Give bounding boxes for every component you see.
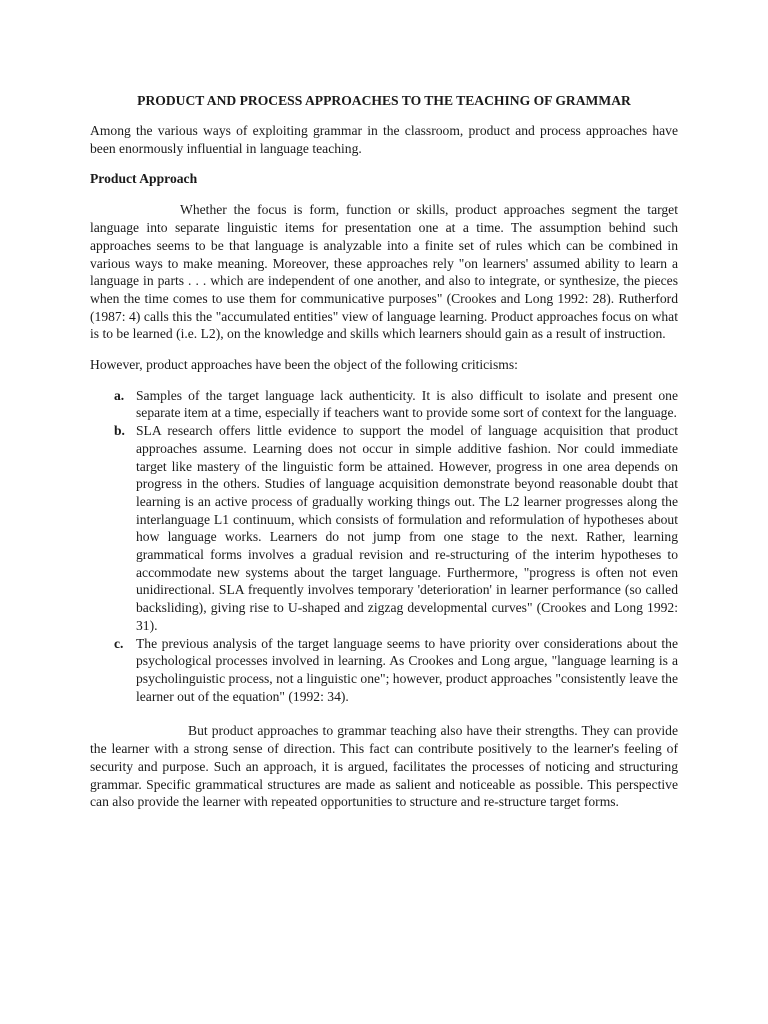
page-title: PRODUCT AND PROCESS APPROACHES TO THE TEACHING OF GRAMMAR: [137, 93, 631, 108]
list-marker: c.: [114, 635, 124, 651]
list-item-text: SLA research offers little evidence to support the model of language acquisition that product approaches assume. Learning does not occur in simple additive fashion. Nor could immediate target like mastery of the linguistic form be attained. However, progress in one area depends on progress in the others. Studies of language acquisition demonstrate beyond reasonable doubt that learning is an active process of gradually working things out. The L2 learner progresses along the interlanguage L1 continuum, which consists of formulation and reformulation of hypotheses about how language works. Learners do not jump from one stage to the next. Rather, learning grammatical forms involves a gradual revision and re-structuring of the interim hypotheses to accommodate new systems about the target language. Furthermore, "progress is often not even unidirectional. SLA frequently involves temporary 'deterioration' in learner performance (so called backsliding), giving rise to U-shaped and zigzag developmental curves" (Crookes and Long 1992: 31).: [136, 423, 678, 633]
list-item: [114, 387, 678, 422]
strengths-paragraph: But product approaches to grammar teaching also have their strengths. They can provide the learner with a strong sense of direction. This fact can contribute positively to the learner's feeling of security and purpose. Such an approach, it is argued, facilitates the processes of noticing and structuring grammar. Specific grammatical structures are made as salient and noticeable as possible. This perspective can also provide the learner with repeated opportunities to structure and re-structure target forms.: [90, 723, 678, 810]
product-approach-paragraph: Whether the focus is form, function or skills, product approaches segment the target language into separate linguistic items for presentation one at a time. The assumption behind such approaches seems to be that language is analyzable into a finite set of rules which can be combined in various ways to make meaning. Moreover, these approaches rely "on learners' assumed ability to learn a language in parts . . . which are independent of one another, and also to integrate, or synthesize, the pieces when the time comes to use them for communicative purposes" (Crookes and Long 1992: 28). Rutherford (1987: 4) calls this the "accumulated entities" view of language learning. Product approaches focus on what is to be learned (i.e. L2), on the knowledge and skills which learners should gain as a result of instruction.: [90, 202, 678, 342]
list-item: [114, 422, 678, 634]
criticisms-intro: However, product approaches have been the object of the following criticisms:: [90, 357, 518, 373]
list-marker: b.: [114, 423, 125, 439]
criticisms-list: [90, 387, 678, 706]
list-item-text: The previous analysis of the target language seems to have priority over considerations about the psychological processes involved in learning. As Crookes and Long argue, "language learning is a psycholinguistic process, not a linguistic one"; however, product approaches "consistently leave the learner out of the equation" (1992: 34).: [136, 635, 678, 704]
intro-paragraph: Among the various ways of exploiting grammar in the classroom, product and process approaches have been enormously influential in language teaching.: [90, 123, 678, 156]
list-item: [114, 635, 678, 706]
list-marker: a.: [114, 387, 125, 403]
section-heading-product-approach: Product Approach: [90, 171, 198, 187]
list-item-text: Samples of the target language lack authenticity. It is also difficult to isolate and present one separate item at a time, especially if teachers want to provide some sort of context for the language.: [136, 387, 678, 421]
